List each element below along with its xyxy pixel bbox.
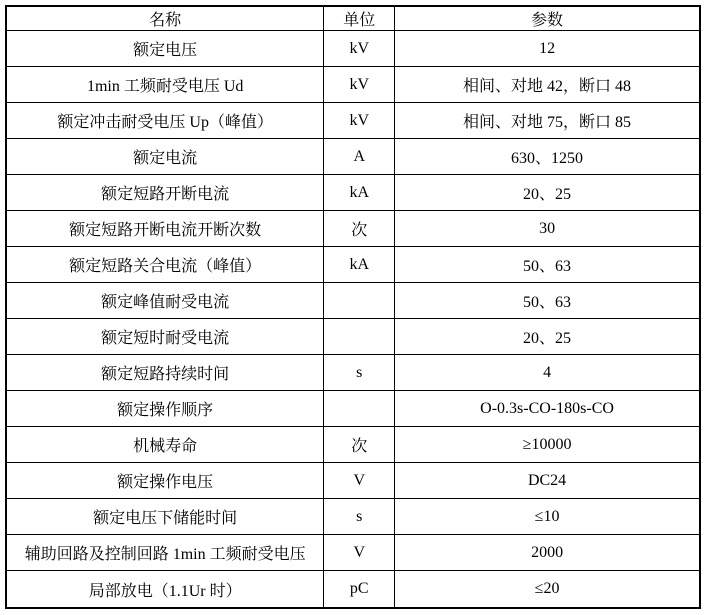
spec-name-cell: 额定电压 — [6, 31, 324, 67]
spec-name-cell: 额定冲击耐受电压 Up（峰值） — [6, 103, 324, 139]
spec-unit-cell: 次 — [324, 211, 395, 247]
table-row — [6, 319, 700, 355]
spec-value-cell: 相间、对地 42，断口 48 — [395, 67, 700, 103]
spec-unit-cell: kA — [324, 175, 395, 211]
spec-name-cell: 额定短路持续时间 — [6, 355, 324, 391]
table-header-row — [6, 6, 700, 31]
table-row — [6, 571, 700, 608]
spec-unit-cell: pC — [324, 571, 395, 608]
spec-name-cell: 局部放电（1.1Ur 时） — [6, 571, 324, 608]
spec-name-cell: 额定电压下储能时间 — [6, 499, 324, 535]
spec-name-cell: 额定峰值耐受电流 — [6, 283, 324, 319]
spec-value-cell: 50、63 — [395, 283, 700, 319]
column-header-value: 参数 — [395, 6, 700, 31]
spec-table — [5, 5, 701, 609]
spec-unit-cell: s — [324, 355, 395, 391]
table-row — [6, 463, 700, 499]
spec-name-cell: 额定操作电压 — [6, 463, 324, 499]
table-row — [6, 427, 700, 463]
table-row — [6, 139, 700, 175]
table-row — [6, 355, 700, 391]
spec-unit-cell: V — [324, 535, 395, 571]
spec-name-cell: 额定短路开断电流 — [6, 175, 324, 211]
spec-unit-cell: kV — [324, 67, 395, 103]
table-row — [6, 211, 700, 247]
spec-value-cell: 30 — [395, 211, 700, 247]
table-row — [6, 67, 700, 103]
spec-value-cell: ≤10 — [395, 499, 700, 535]
spec-name-cell: 辅助回路及控制回路 1min 工频耐受电压 — [6, 535, 324, 571]
spec-unit-cell: kV — [324, 31, 395, 67]
spec-name-cell: 额定短路关合电流（峰值） — [6, 247, 324, 283]
spec-unit-cell: kV — [324, 103, 395, 139]
spec-value-cell: 12 — [395, 31, 700, 67]
spec-value-cell: ≤20 — [395, 571, 700, 608]
spec-value-cell: 相间、对地 75，断口 85 — [395, 103, 700, 139]
table-row — [6, 535, 700, 571]
spec-value-cell: 20、25 — [395, 319, 700, 355]
spec-unit-cell: A — [324, 139, 395, 175]
table-row — [6, 283, 700, 319]
spec-unit-cell: V — [324, 463, 395, 499]
spec-unit-cell — [324, 319, 395, 355]
spec-name-cell: 额定操作顺序 — [6, 391, 324, 427]
spec-name-cell: 额定短路开断电流开断次数 — [6, 211, 324, 247]
spec-unit-cell: s — [324, 499, 395, 535]
spec-value-cell: 630、1250 — [395, 139, 700, 175]
spec-value-cell: 4 — [395, 355, 700, 391]
table-row — [6, 247, 700, 283]
spec-value-cell: 50、63 — [395, 247, 700, 283]
spec-unit-cell — [324, 391, 395, 427]
spec-name-cell: 1min 工频耐受电压 Ud — [6, 67, 324, 103]
spec-unit-cell — [324, 283, 395, 319]
table-row — [6, 31, 700, 67]
table-row — [6, 175, 700, 211]
spec-unit-cell: 次 — [324, 427, 395, 463]
column-header-unit: 单位 — [324, 6, 395, 31]
spec-value-cell: ≥10000 — [395, 427, 700, 463]
table-row — [6, 499, 700, 535]
spec-table-container — [5, 5, 701, 609]
spec-name-cell: 额定电流 — [6, 139, 324, 175]
spec-name-cell: 额定短时耐受电流 — [6, 319, 324, 355]
spec-value-cell: DC24 — [395, 463, 700, 499]
table-row — [6, 103, 700, 139]
spec-value-cell: O-0.3s-CO-180s-CO — [395, 391, 700, 427]
spec-value-cell: 2000 — [395, 535, 700, 571]
spec-unit-cell: kA — [324, 247, 395, 283]
column-header-name: 名称 — [6, 6, 324, 31]
spec-value-cell: 20、25 — [395, 175, 700, 211]
table-row — [6, 391, 700, 427]
spec-name-cell: 机械寿命 — [6, 427, 324, 463]
